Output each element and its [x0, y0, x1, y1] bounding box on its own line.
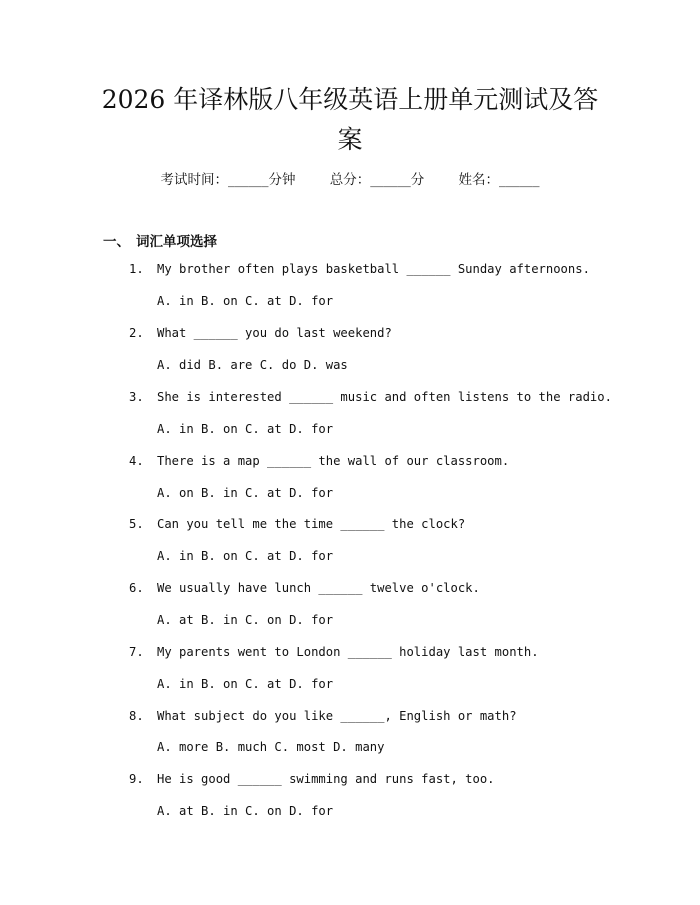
question-1-options: A. in B. on C. at D. for	[157, 294, 334, 308]
question-text: We usually have lunch ______ twelve o'clock.	[157, 581, 480, 595]
question-text: There is a map ______ the wall of our classroom.	[157, 454, 510, 468]
page-title	[60, 80, 640, 160]
question-text: My brother often plays basketball ______ Sunday afternoons.	[157, 262, 590, 276]
question-number: 5.	[129, 517, 144, 531]
question-number: 6.	[129, 581, 144, 595]
exam-info	[0, 168, 700, 188]
question-number: 9.	[129, 772, 144, 786]
question-text: Can you tell me the time ______ the clock?	[157, 517, 466, 531]
question-8-options: A. more B. much C. most D. many	[157, 740, 385, 754]
question-number: 1.	[129, 262, 144, 276]
exam-time: 考试时间：______分钟	[160, 172, 296, 188]
question-9	[129, 772, 495, 786]
question-text: What subject do you like ______, English or math?	[157, 709, 517, 723]
question-2	[129, 326, 392, 340]
question-2-options: A. did B. are C. do D. was	[157, 358, 348, 372]
question-text: My parents went to London ______ holiday last month.	[157, 645, 539, 659]
question-9-options: A. at B. in C. on D. for	[157, 804, 334, 818]
question-text: He is good ______ swimming and runs fast, too.	[157, 772, 495, 786]
question-number: 7.	[129, 645, 144, 659]
question-number: 2.	[129, 326, 144, 340]
student-name: 姓名：______	[458, 172, 540, 188]
question-5-options: A. in B. on C. at D. for	[157, 549, 334, 563]
question-text: She is interested ______ music and often listens to the radio.	[157, 390, 612, 404]
question-number: 8.	[129, 709, 144, 723]
title-line-1: 2026 年译林版八年级英语上册单元测试及答	[101, 85, 599, 114]
question-6-options: A. at B. in C. on D. for	[157, 613, 334, 627]
question-3-options: A. in B. on C. at D. for	[157, 422, 334, 436]
question-4	[129, 454, 509, 468]
title-line-2: 案	[337, 125, 363, 154]
question-number: 3.	[129, 390, 144, 404]
question-7	[129, 645, 539, 659]
question-1	[129, 262, 590, 276]
question-6	[129, 581, 480, 595]
question-8	[129, 709, 517, 723]
question-4-options: A. on B. in C. at D. for	[157, 486, 334, 500]
section-number: 一、	[103, 234, 130, 250]
section-title: 词汇单项选择	[136, 234, 217, 250]
question-3	[129, 390, 612, 404]
question-5	[129, 517, 465, 531]
question-text: What ______ you do last weekend?	[157, 326, 392, 340]
question-7-options: A. in B. on C. at D. for	[157, 677, 334, 691]
section-heading	[103, 230, 217, 250]
question-number: 4.	[129, 454, 144, 468]
total-score: 总分：______分	[329, 172, 425, 188]
